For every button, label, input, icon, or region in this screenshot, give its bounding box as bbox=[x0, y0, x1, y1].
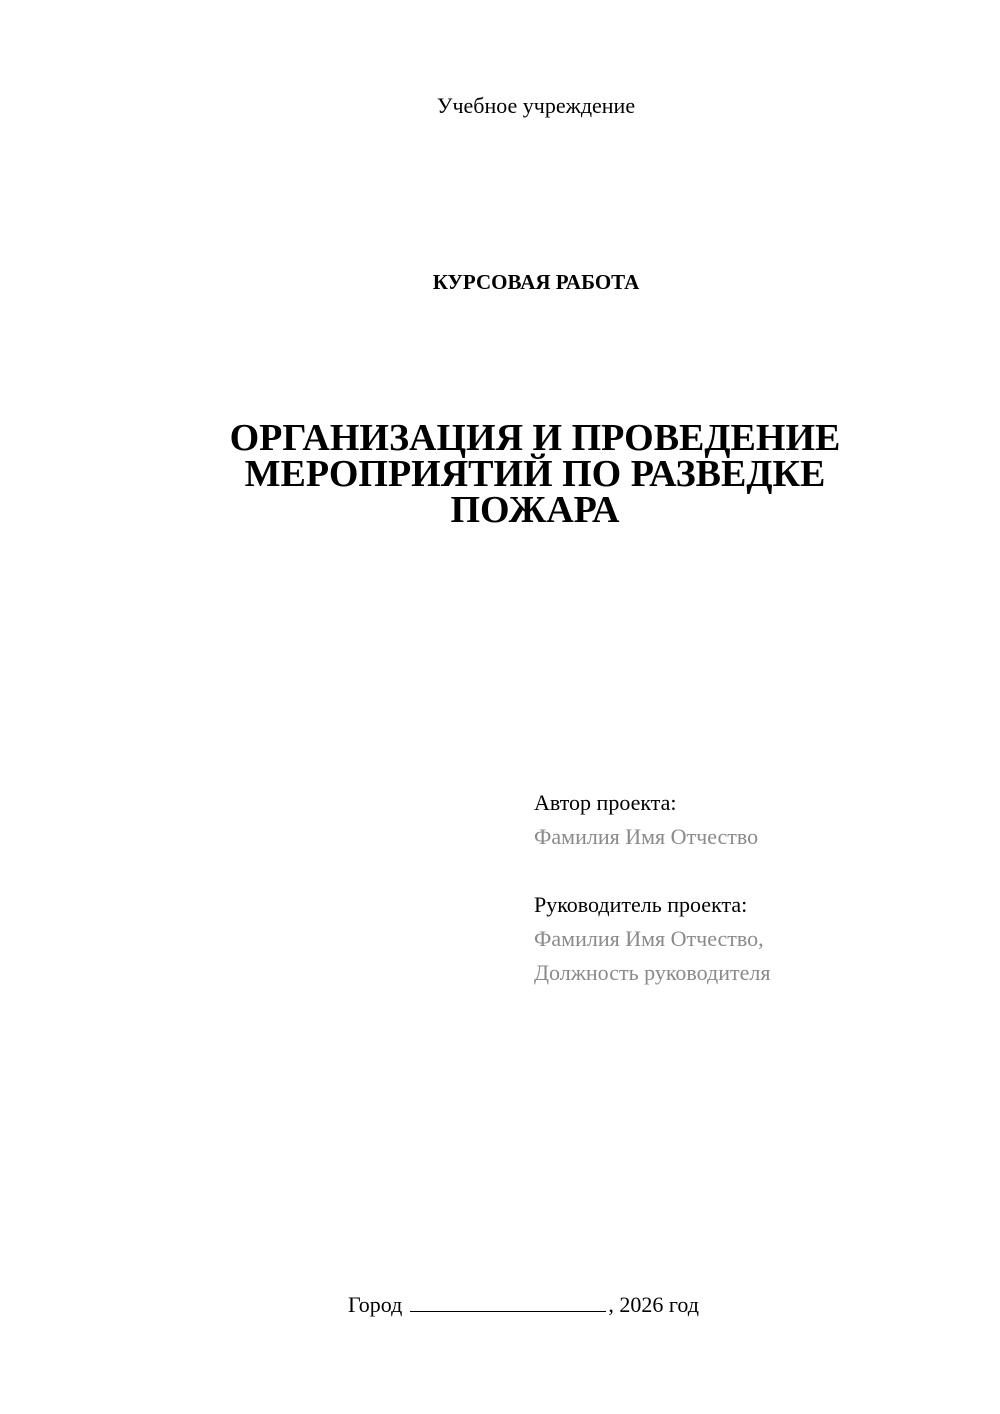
title-line-3: ПОЖАРА bbox=[450, 489, 620, 531]
supervisor-label: Руководитель проекта: bbox=[534, 892, 748, 917]
institution-name: Учебное учреждение bbox=[436, 93, 636, 118]
city-label: Город bbox=[348, 1292, 403, 1317]
credits-block bbox=[534, 786, 974, 990]
supervisor-position: Должность руководителя bbox=[534, 960, 771, 985]
document-title bbox=[210, 417, 860, 531]
author-name: Фамилия Имя Отчество bbox=[534, 824, 759, 849]
city-year-line bbox=[348, 1290, 699, 1320]
credits-spacer bbox=[534, 854, 974, 888]
year-text: , 2026 год bbox=[608, 1292, 699, 1317]
supervisor-name: Фамилия Имя Отчество, bbox=[534, 926, 764, 951]
title-line-1: ОРГАНИЗАЦИЯ И ПРОВЕДЕНИЕ bbox=[229, 417, 841, 459]
title-line-2: МЕРОПРИЯТИЙ ПО РАЗВЕДКЕ bbox=[244, 453, 826, 495]
city-blank-field bbox=[410, 1291, 606, 1312]
author-label: Автор проекта: bbox=[534, 790, 677, 815]
work-type-heading: КУРСОВАЯ РАБОТА bbox=[432, 270, 640, 294]
